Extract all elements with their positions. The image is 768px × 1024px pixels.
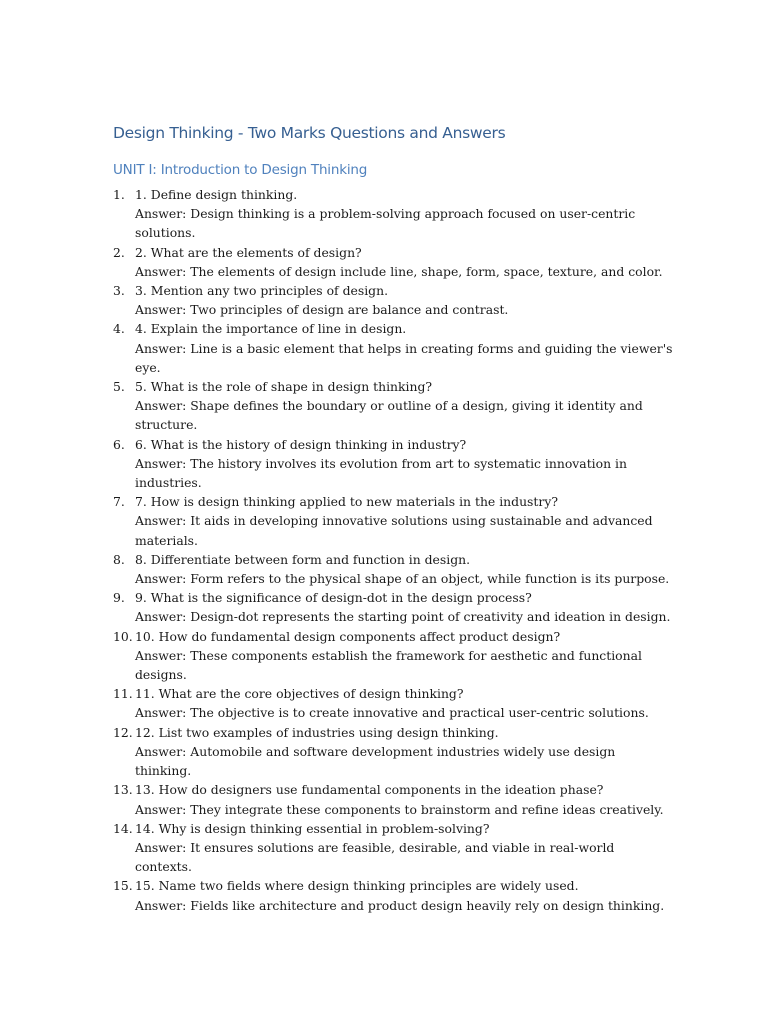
item-body: [135, 377, 673, 435]
answer-text: Answer: Two principles of design are balance and contrast.: [135, 302, 509, 318]
list-item: [113, 281, 673, 319]
item-body: [135, 780, 673, 818]
unit-heading: UNIT I: Introduction to Design Thinking: [113, 162, 368, 178]
list-item: [113, 627, 673, 685]
item-number: 7.: [113, 494, 125, 510]
item-number: 3.: [113, 283, 125, 299]
list-item: [113, 435, 673, 493]
question-text: 15. Name two fields where design thinking principles are widely used.: [135, 878, 579, 894]
item-body: [135, 435, 673, 493]
item-body: [135, 243, 673, 281]
answer-text: Answer: Design-dot represents the starting point of creativity and ideation in design.: [135, 609, 671, 625]
question-text: 13. How do designers use fundamental components in the ideation phase?: [135, 782, 604, 798]
question-text: 4. Explain the importance of line in design.: [135, 321, 407, 337]
answer-text: Answer: These components establish the framework for aesthetic and functional designs.: [135, 647, 642, 683]
answer-text: Answer: It aids in developing innovative solutions using sustainable and advanced materials.: [135, 513, 653, 548]
answer-text: Answer: Design thinking is a problem-solving approach focused on user-centric solutions.: [135, 206, 636, 241]
item-body: [135, 492, 673, 550]
question-text: 11. What are the core objectives of design thinking?: [135, 686, 464, 702]
list-item: [113, 819, 673, 877]
list-item: [113, 684, 673, 722]
item-body: [135, 281, 673, 319]
question-text: 3. Mention any two principles of design.: [135, 283, 389, 299]
list-item: [113, 492, 673, 550]
answer-text: Answer: Fields like architecture and product design heavily rely on design thinking.: [135, 897, 665, 913]
item-body: [135, 684, 673, 722]
item-number: 11.: [113, 686, 133, 702]
item-body: [135, 876, 673, 914]
item-body: [135, 550, 673, 588]
list-item: [113, 723, 673, 781]
item-body: [135, 627, 673, 685]
answer-text: Answer: It ensures solutions are feasible, desirable, and viable in real-world contexts.: [135, 839, 615, 875]
answer-text: Answer: They integrate these components to brainstorm and refine ideas creatively.: [135, 801, 664, 817]
answer-text: Answer: The objective is to create innovative and practical user-centric solutions.: [135, 705, 649, 721]
question-text: 14. Why is design thinking essential in problem-solving?: [135, 820, 490, 836]
item-number: 10.: [113, 628, 133, 644]
question-text: 10. How do fundamental design components affect product design?: [135, 628, 561, 644]
question-text: 1. Define design thinking.: [135, 187, 298, 202]
item-number: 15.: [113, 878, 133, 894]
item-body: [135, 319, 673, 377]
item-number: 4.: [113, 321, 125, 337]
list-item: [113, 550, 673, 588]
item-number: 2.: [113, 244, 125, 260]
item-number: 1.: [113, 187, 125, 202]
item-body: [135, 819, 673, 877]
list-item: [113, 243, 673, 281]
list-item: [113, 319, 673, 377]
list-item: [113, 780, 673, 818]
question-text: 9. What is the significance of design-dot in the design process?: [135, 590, 532, 606]
qa-list: [113, 185, 673, 915]
question-text: 5. What is the role of shape in design thinking?: [135, 379, 433, 395]
answer-text: Answer: Shape defines the boundary or outline of a design, giving it identity and structure.: [135, 398, 643, 433]
item-number: 14.: [113, 820, 133, 836]
answer-text: Answer: The elements of design include line, shape, form, space, texture, and color.: [135, 263, 663, 279]
question-text: 12. List two examples of industries using design thinking.: [135, 724, 499, 740]
item-body: [135, 588, 673, 626]
item-body: [135, 723, 673, 781]
answer-text: Answer: The history involves its evolution from art to systematic innovation in industries.: [135, 455, 627, 491]
list-item: [113, 185, 673, 243]
list-item: [113, 876, 673, 914]
question-text: 2. What are the elements of design?: [135, 244, 362, 260]
item-number: 12.: [113, 724, 133, 740]
item-number: 13.: [113, 782, 133, 798]
answer-text: Answer: Automobile and software development industries widely use design thinking.: [135, 743, 616, 779]
item-number: 9.: [113, 590, 125, 606]
list-item: [113, 588, 673, 626]
answer-text: Answer: Line is a basic element that helps in creating forms and guiding the viewer's eye.: [135, 340, 673, 375]
item-number: 5.: [113, 379, 125, 395]
list-item: [113, 377, 673, 435]
item-number: 8.: [113, 551, 125, 567]
question-text: 7. How is design thinking applied to new materials in the industry?: [135, 494, 558, 510]
answer-text: Answer: Form refers to the physical shape of an object, while function is its purpose.: [135, 571, 670, 587]
item-number: 6.: [113, 436, 125, 452]
question-text: 8. Differentiate between form and function in design.: [135, 551, 471, 567]
question-text: 6. What is the history of design thinking in industry?: [135, 436, 467, 452]
document-title: Design Thinking - Two Marks Questions and Answers: [113, 124, 506, 142]
item-body: [135, 185, 673, 243]
